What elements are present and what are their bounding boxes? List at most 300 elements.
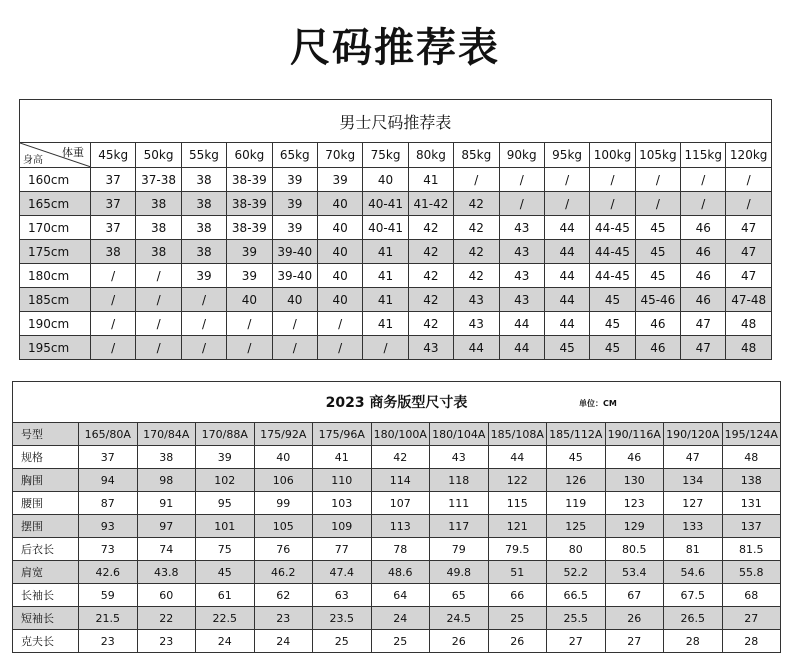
measurement-cell: 47.4	[313, 561, 372, 584]
measurement-cell: 46	[605, 446, 664, 469]
measurement-cell: 138	[722, 469, 781, 492]
size-cell: /	[726, 168, 771, 192]
measurement-cell: 37	[79, 446, 138, 469]
table-row	[13, 492, 781, 515]
size-cell: /	[635, 168, 680, 192]
measurement-cell: 49.8	[430, 561, 489, 584]
size-cell: /	[317, 336, 362, 360]
size-cell: 44	[544, 312, 589, 336]
size-cell: 38	[181, 216, 226, 240]
size-cell: 47	[681, 336, 726, 360]
corner-header-cell	[20, 143, 91, 168]
measurement-cell: 87	[79, 492, 138, 515]
weight-header: 70kg	[317, 143, 362, 168]
measurement-cell: 43.8	[137, 561, 196, 584]
size-cell: 45	[590, 288, 635, 312]
measurement-cell: 51	[488, 561, 547, 584]
measurement-cell: 52.2	[547, 561, 606, 584]
size-cell: /	[544, 192, 589, 216]
weight-axis-label: 体重	[62, 146, 84, 159]
measurement-cell: 42	[371, 446, 430, 469]
measurement-cell: 67.5	[664, 584, 723, 607]
size-cell: /	[590, 192, 635, 216]
measurement-cell: 80	[547, 538, 606, 561]
size-cell: 39	[181, 264, 226, 288]
measurement-cell: 119	[547, 492, 606, 515]
size-cell: 38	[136, 240, 181, 264]
measurement-cell: 44	[488, 446, 547, 469]
measurement-cell: 81.5	[722, 538, 781, 561]
size-cell: 46	[681, 264, 726, 288]
measurement-cell: 40	[254, 446, 313, 469]
measurement-cell: 24.5	[430, 607, 489, 630]
measurement-label: 摆围	[13, 515, 79, 538]
measurement-cell: 24	[371, 607, 430, 630]
size-cell: 43	[454, 288, 499, 312]
measurement-cell: 27	[547, 630, 606, 653]
size-cell: 48	[726, 312, 771, 336]
size-cell: /	[544, 168, 589, 192]
measurement-cell: 77	[313, 538, 372, 561]
size-cell: 39-40	[272, 264, 317, 288]
height-row-label: 185cm	[20, 288, 91, 312]
height-axis-label: 身高	[23, 155, 43, 166]
size-cell: 37-38	[136, 168, 181, 192]
table-row	[13, 630, 781, 653]
measurement-cell: 23.5	[313, 607, 372, 630]
height-row-label: 160cm	[20, 168, 91, 192]
table-row	[13, 469, 781, 492]
page-title: 尺码推荐表	[290, 25, 500, 71]
size-code-header: 185/112A	[547, 423, 606, 446]
measurement-cell: 39	[196, 446, 255, 469]
size-cell: 42	[454, 216, 499, 240]
measurement-cell: 134	[664, 469, 723, 492]
measurement-cell: 43	[430, 446, 489, 469]
measurement-cell: 48	[722, 446, 781, 469]
measurement-cell: 105	[254, 515, 313, 538]
measurement-cell: 106	[254, 469, 313, 492]
measurement-cell: 107	[371, 492, 430, 515]
measurement-cell: 26.5	[664, 607, 723, 630]
size-cell: 44	[544, 264, 589, 288]
size-cell: 40	[317, 216, 362, 240]
size-cell: 38	[136, 216, 181, 240]
weight-header: 60kg	[227, 143, 272, 168]
size-cell: /	[136, 288, 181, 312]
size-cell: 41-42	[408, 192, 453, 216]
size-cell: 39	[272, 216, 317, 240]
business-fit-size-chart	[12, 381, 781, 653]
measurement-cell: 25	[313, 630, 372, 653]
measurement-cell: 117	[430, 515, 489, 538]
measurement-cell: 48.6	[371, 561, 430, 584]
size-cell: 37	[91, 216, 136, 240]
table-row	[13, 538, 781, 561]
size-cell: 46	[681, 240, 726, 264]
weight-header: 65kg	[272, 143, 317, 168]
measurement-label: 长袖长	[13, 584, 79, 607]
height-row-label: 170cm	[20, 216, 91, 240]
size-cell: /	[590, 168, 635, 192]
measurement-label: 短袖长	[13, 607, 79, 630]
size-cell: 44	[544, 240, 589, 264]
size-cell: /	[635, 192, 680, 216]
size-cell: 41	[363, 240, 408, 264]
measurement-cell: 103	[313, 492, 372, 515]
measurement-cell: 23	[137, 630, 196, 653]
table-row	[20, 288, 772, 312]
size-cell: 39	[272, 192, 317, 216]
measurement-cell: 94	[79, 469, 138, 492]
size-cell: 44	[499, 312, 544, 336]
measurement-cell: 133	[664, 515, 723, 538]
measurement-cell: 126	[547, 469, 606, 492]
size-cell: 47	[681, 312, 726, 336]
size-cell: 47-48	[726, 288, 771, 312]
measurement-cell: 68	[722, 584, 781, 607]
measurement-cell: 76	[254, 538, 313, 561]
size-cell: 42	[408, 312, 453, 336]
size-cell: 40	[363, 168, 408, 192]
size-cell: /	[181, 336, 226, 360]
weight-header: 90kg	[499, 143, 544, 168]
measurement-label: 肩宽	[13, 561, 79, 584]
size-cell: /	[317, 312, 362, 336]
table-row	[20, 336, 772, 360]
size-cell: 38	[181, 192, 226, 216]
weight-header: 115kg	[681, 143, 726, 168]
size-cell: /	[91, 264, 136, 288]
measurement-cell: 26	[605, 607, 664, 630]
size-cell: 44-45	[590, 216, 635, 240]
size-cell: /	[454, 168, 499, 192]
size-cell: 38	[181, 168, 226, 192]
size-cell: 46	[681, 288, 726, 312]
size-cell: 41	[363, 312, 408, 336]
measurement-cell: 27	[605, 630, 664, 653]
measurement-cell: 115	[488, 492, 547, 515]
table-row	[20, 192, 772, 216]
measurement-cell: 26	[488, 630, 547, 653]
size-cell: 40-41	[363, 192, 408, 216]
measurement-cell: 45	[196, 561, 255, 584]
size-cell: 42	[408, 216, 453, 240]
size-code-header: 185/108A	[488, 423, 547, 446]
table-row	[13, 584, 781, 607]
height-row-label: 195cm	[20, 336, 91, 360]
measurement-label: 后衣长	[13, 538, 79, 561]
size-cell: /	[227, 336, 272, 360]
size-cell: 40	[317, 240, 362, 264]
size-cell: 45	[590, 312, 635, 336]
size-cell: 44	[454, 336, 499, 360]
size-cell: 41	[408, 168, 453, 192]
measurement-label: 腰围	[13, 492, 79, 515]
measurement-cell: 98	[137, 469, 196, 492]
measurement-cell: 122	[488, 469, 547, 492]
measurement-cell: 66.5	[547, 584, 606, 607]
size-cell: /	[91, 312, 136, 336]
measurement-cell: 28	[664, 630, 723, 653]
measurement-cell: 26	[430, 630, 489, 653]
size-cell: /	[681, 192, 726, 216]
measurement-cell: 27	[722, 607, 781, 630]
size-cell: /	[91, 336, 136, 360]
size-cell: 44-45	[590, 240, 635, 264]
size-cell: 46	[635, 336, 680, 360]
measurement-label: 克夫长	[13, 630, 79, 653]
size-cell: /	[136, 312, 181, 336]
table-row	[20, 264, 772, 288]
measurement-cell: 24	[196, 630, 255, 653]
size-cell: 44	[544, 288, 589, 312]
measurement-cell: 78	[371, 538, 430, 561]
size-code-header: 180/100A	[371, 423, 430, 446]
table-row	[13, 607, 781, 630]
size-cell: 42	[408, 264, 453, 288]
size-cell: 44	[499, 336, 544, 360]
size-cell: 47	[726, 264, 771, 288]
table-row	[20, 312, 772, 336]
size-cell: 39	[227, 264, 272, 288]
measurement-cell: 129	[605, 515, 664, 538]
size-cell: 39	[272, 168, 317, 192]
measurement-cell: 42.6	[79, 561, 138, 584]
measurement-cell: 21.5	[79, 607, 138, 630]
measurement-cell: 113	[371, 515, 430, 538]
measurement-cell: 101	[196, 515, 255, 538]
size-cell: 41	[363, 264, 408, 288]
size-chart-caption: 2023 商务版型尺寸表	[325, 395, 468, 411]
size-cell: 38-39	[227, 168, 272, 192]
measurement-cell: 65	[430, 584, 489, 607]
size-cell: 43	[408, 336, 453, 360]
size-cell: 45	[635, 240, 680, 264]
measurement-cell: 24	[254, 630, 313, 653]
size-cell: 43	[499, 288, 544, 312]
unit-label: 单位：CM	[579, 399, 617, 408]
size-cell: 43	[499, 240, 544, 264]
weight-header: 95kg	[544, 143, 589, 168]
measurement-cell: 127	[664, 492, 723, 515]
size-code-header: 175/92A	[254, 423, 313, 446]
weight-header: 75kg	[363, 143, 408, 168]
weight-header: 80kg	[408, 143, 453, 168]
size-cell: 43	[454, 312, 499, 336]
measurement-cell: 45	[547, 446, 606, 469]
size-code-header: 175/96A	[313, 423, 372, 446]
measurement-cell: 63	[313, 584, 372, 607]
measurement-cell: 25	[488, 607, 547, 630]
size-cell: /	[363, 336, 408, 360]
measurement-cell: 75	[196, 538, 255, 561]
measurement-cell: 23	[254, 607, 313, 630]
weight-header: 45kg	[91, 143, 136, 168]
size-cell: 37	[91, 192, 136, 216]
size-cell: 39-40	[272, 240, 317, 264]
size-cell: /	[272, 336, 317, 360]
table-row	[13, 446, 781, 469]
size-cell: 46	[681, 216, 726, 240]
size-code-header: 170/88A	[196, 423, 255, 446]
measurement-cell: 47	[664, 446, 723, 469]
size-cell: 38	[91, 240, 136, 264]
measurement-label: 规格	[13, 446, 79, 469]
measurement-cell: 38	[137, 446, 196, 469]
size-cell: 38	[136, 192, 181, 216]
measurement-cell: 28	[722, 630, 781, 653]
size-cell: 46	[635, 312, 680, 336]
size-cell: 45	[590, 336, 635, 360]
measurement-cell: 121	[488, 515, 547, 538]
size-cell: 42	[454, 264, 499, 288]
size-cell: /	[499, 168, 544, 192]
height-row-label: 180cm	[20, 264, 91, 288]
measurement-cell: 60	[137, 584, 196, 607]
measurement-cell: 61	[196, 584, 255, 607]
size-cell: 42	[454, 240, 499, 264]
measurement-cell: 79.5	[488, 538, 547, 561]
size-cell: 38	[181, 240, 226, 264]
measurement-cell: 22	[137, 607, 196, 630]
height-row-label: 190cm	[20, 312, 91, 336]
size-code-header: 170/84A	[137, 423, 196, 446]
size-code-header: 190/116A	[605, 423, 664, 446]
table-row	[20, 216, 772, 240]
size-cell: 45	[635, 264, 680, 288]
size-cell: 40	[272, 288, 317, 312]
size-cell: 40	[317, 192, 362, 216]
size-code-header: 165/80A	[79, 423, 138, 446]
size-cell: 40	[227, 288, 272, 312]
measurement-cell: 137	[722, 515, 781, 538]
size-cell: 42	[408, 288, 453, 312]
measurement-cell: 53.4	[605, 561, 664, 584]
weight-header: 120kg	[726, 143, 771, 168]
size-cell: 38-39	[227, 192, 272, 216]
size-cell: 40	[317, 264, 362, 288]
table-row	[13, 515, 781, 538]
size-cell: 44-45	[590, 264, 635, 288]
size-cell: /	[181, 288, 226, 312]
measurement-cell: 74	[137, 538, 196, 561]
size-cell: 41	[363, 288, 408, 312]
measurement-cell: 54.6	[664, 561, 723, 584]
measurement-cell: 102	[196, 469, 255, 492]
size-code-header: 180/104A	[430, 423, 489, 446]
size-cell: 45	[544, 336, 589, 360]
table-row	[13, 561, 781, 584]
size-cell: 42	[408, 240, 453, 264]
measurement-label: 胸围	[13, 469, 79, 492]
size-cell: /	[181, 312, 226, 336]
table-row	[20, 168, 772, 192]
measurement-cell: 73	[79, 538, 138, 561]
size-cell: 39	[317, 168, 362, 192]
size-cell: /	[136, 264, 181, 288]
measurement-cell: 99	[254, 492, 313, 515]
measurement-cell: 95	[196, 492, 255, 515]
height-row-label: 175cm	[20, 240, 91, 264]
size-cell: /	[136, 336, 181, 360]
measurement-cell: 79	[430, 538, 489, 561]
size-cell: 38-39	[227, 216, 272, 240]
measurement-cell: 123	[605, 492, 664, 515]
weight-header: 105kg	[635, 143, 680, 168]
measurement-cell: 81	[664, 538, 723, 561]
measurement-cell: 93	[79, 515, 138, 538]
measurement-cell: 118	[430, 469, 489, 492]
measurement-cell: 25.5	[547, 607, 606, 630]
size-cell: /	[91, 288, 136, 312]
height-row-label: 165cm	[20, 192, 91, 216]
size-cell: /	[726, 192, 771, 216]
size-cell: /	[272, 312, 317, 336]
weight-header: 85kg	[454, 143, 499, 168]
men-table-caption: 男士尺码推荐表	[20, 100, 772, 143]
measurement-cell: 67	[605, 584, 664, 607]
size-cell: 37	[91, 168, 136, 192]
measurement-cell: 66	[488, 584, 547, 607]
measurement-cell: 125	[547, 515, 606, 538]
measurement-cell: 80.5	[605, 538, 664, 561]
size-cell: 45-46	[635, 288, 680, 312]
size-cell: 40	[317, 288, 362, 312]
measurement-cell: 23	[79, 630, 138, 653]
measurement-cell: 25	[371, 630, 430, 653]
measurement-cell: 131	[722, 492, 781, 515]
measurement-cell: 109	[313, 515, 372, 538]
size-cell: 47	[726, 240, 771, 264]
size-cell: 43	[499, 264, 544, 288]
size-cell: 47	[726, 216, 771, 240]
size-cell: /	[227, 312, 272, 336]
size-cell: 45	[635, 216, 680, 240]
measurement-cell: 64	[371, 584, 430, 607]
weight-header: 100kg	[590, 143, 635, 168]
weight-header: 55kg	[181, 143, 226, 168]
measurement-cell: 110	[313, 469, 372, 492]
measurement-cell: 111	[430, 492, 489, 515]
measurement-cell: 46.2	[254, 561, 313, 584]
men-size-recommendation-table	[19, 99, 772, 360]
size-cell: 42	[454, 192, 499, 216]
measurement-cell: 97	[137, 515, 196, 538]
weight-header: 50kg	[136, 143, 181, 168]
size-cell: 43	[499, 216, 544, 240]
measurement-cell: 59	[79, 584, 138, 607]
measurement-cell: 91	[137, 492, 196, 515]
size-cell: /	[499, 192, 544, 216]
measurement-cell: 22.5	[196, 607, 255, 630]
size-chart-caption-cell	[13, 382, 781, 423]
size-cell: 48	[726, 336, 771, 360]
size-header-label: 号型	[13, 423, 79, 446]
measurement-cell: 41	[313, 446, 372, 469]
size-code-header: 195/124A	[722, 423, 781, 446]
table-row	[20, 240, 772, 264]
measurement-cell: 114	[371, 469, 430, 492]
size-code-header: 190/120A	[664, 423, 723, 446]
measurement-cell: 130	[605, 469, 664, 492]
measurement-cell: 55.8	[722, 561, 781, 584]
size-cell: 40-41	[363, 216, 408, 240]
size-cell: /	[681, 168, 726, 192]
measurement-cell: 62	[254, 584, 313, 607]
size-cell: 44	[544, 216, 589, 240]
size-cell: 39	[227, 240, 272, 264]
